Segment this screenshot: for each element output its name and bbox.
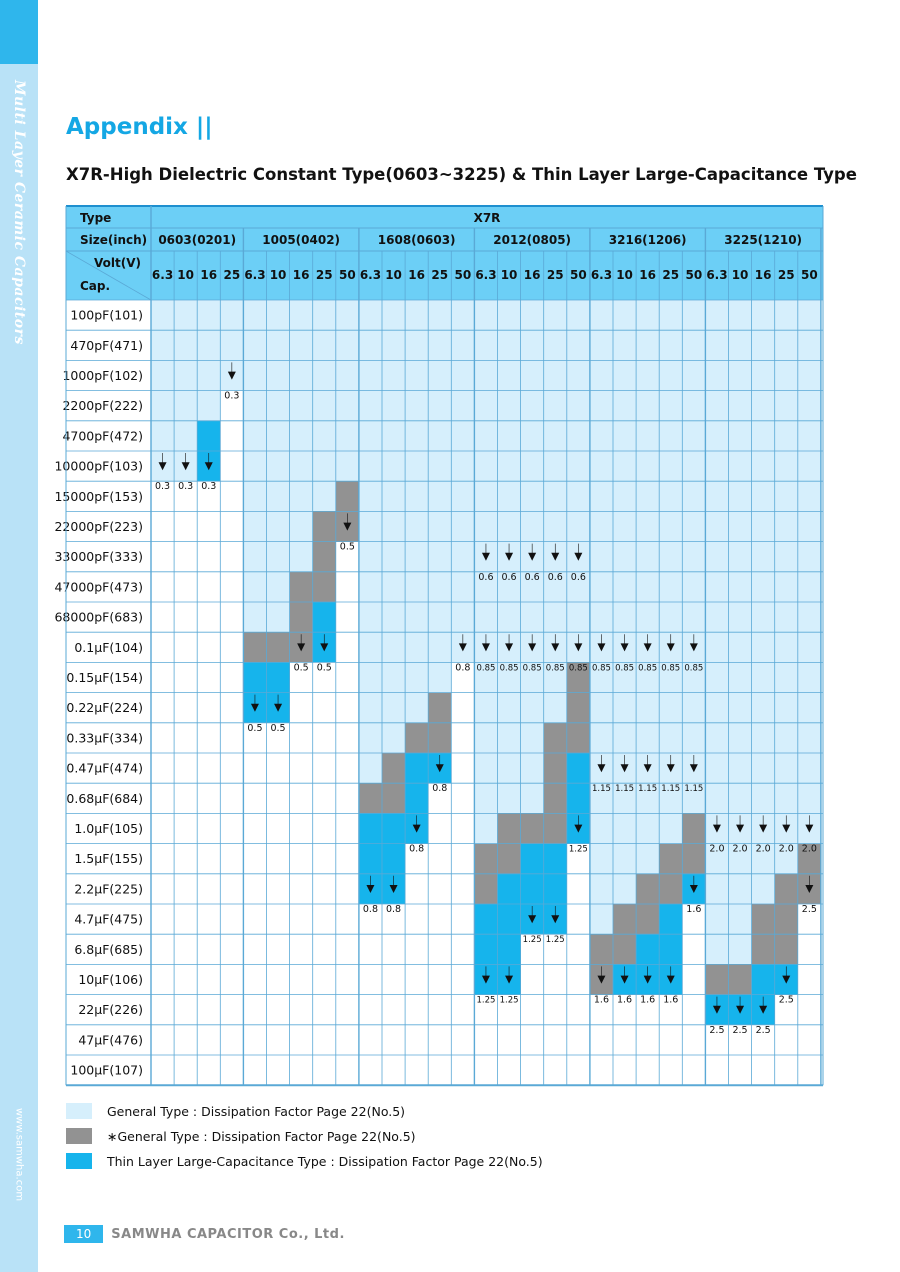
thickness-label: 2.0 bbox=[732, 843, 748, 855]
company-name: SAMWHA CAPACITOR Co., Ltd. bbox=[111, 1226, 345, 1242]
cell-general-asterisk bbox=[405, 723, 428, 753]
thickness-label: 0.8 bbox=[455, 662, 471, 674]
thickness-label: 1.6 bbox=[616, 994, 633, 1006]
legend-thin-layer bbox=[66, 1152, 543, 1170]
capacitance-label: 470pF(471) bbox=[70, 337, 143, 353]
thickness-label: 1.6 bbox=[663, 994, 679, 1006]
voltage-label: 6.3 bbox=[590, 268, 613, 282]
capacitance-label: 0.68μF(684) bbox=[66, 790, 143, 806]
cell-general bbox=[682, 300, 705, 813]
legend-swatch-light bbox=[66, 1103, 92, 1119]
voltage-label: 6.3 bbox=[244, 268, 266, 282]
legend-general-asterisk-text: ∗General Type : Dissipation Factor Page 22(No.5) bbox=[107, 1128, 416, 1144]
thickness-label: 0.8 bbox=[432, 783, 448, 795]
thickness-label: 0.3 bbox=[178, 481, 194, 493]
cell-general-asterisk bbox=[359, 783, 382, 813]
capacitance-label: 68000pF(683) bbox=[54, 609, 143, 625]
thickness-label: 1.25 bbox=[476, 995, 496, 1006]
cell-general bbox=[428, 300, 451, 693]
voltage-label: 50 bbox=[685, 268, 703, 282]
thickness-label: 1.25 bbox=[568, 844, 588, 855]
size-group-label: 1005(0402) bbox=[262, 233, 341, 247]
cell-general-asterisk bbox=[313, 511, 336, 602]
voltage-label: 16 bbox=[408, 268, 426, 282]
capacitance-label: 2200pF(222) bbox=[62, 398, 143, 414]
capacitance-label: 4700pF(472) bbox=[62, 428, 143, 444]
voltage-label: 10 bbox=[616, 268, 633, 282]
voltage-label: 10 bbox=[500, 268, 518, 282]
legend-thin-layer-text: Thin Layer Large-Capacitance Type : Dissipation Factor Page 22(No.5) bbox=[107, 1153, 543, 1169]
thickness-label: 0.5 bbox=[247, 722, 263, 734]
thickness-label: 2.0 bbox=[778, 843, 794, 855]
thickness-label: 0.3 bbox=[201, 481, 217, 493]
page-number: 10 bbox=[64, 1225, 103, 1243]
cell-general bbox=[590, 300, 613, 934]
thickness-label: 0.6 bbox=[570, 571, 586, 583]
capacitance-label: 47000pF(473) bbox=[54, 579, 143, 595]
capacitance-label: 0.15μF(154) bbox=[66, 670, 143, 685]
capacitance-label: 10μF(106) bbox=[78, 972, 143, 987]
legend-general bbox=[66, 1102, 405, 1120]
thickness-label: 0.85 bbox=[476, 663, 496, 674]
capacitance-label: 1000pF(102) bbox=[62, 368, 143, 383]
voltage-label: 25 bbox=[431, 268, 449, 282]
thickness-label: 0.6 bbox=[501, 571, 517, 583]
thickness-label: 0.5 bbox=[293, 662, 309, 674]
thickness-label: 0.85 bbox=[684, 663, 704, 674]
cell-general-asterisk bbox=[729, 964, 752, 994]
thickness-label: 2.5 bbox=[755, 1024, 771, 1036]
capacitance-label: 100pF(101) bbox=[70, 307, 143, 323]
thickness-label: 2.0 bbox=[755, 843, 771, 855]
voltage-label: 10 bbox=[385, 268, 402, 282]
page-subtitle: X7R-High Dielectric Constant Type(0603~3225) & Thin Layer Large-Capacitance Type bbox=[66, 165, 857, 184]
capacitance-label: 1.5μF(155) bbox=[74, 851, 143, 867]
thickness-label: 0.5 bbox=[316, 662, 332, 674]
thickness-label: 2.0 bbox=[801, 843, 817, 855]
capacitance-label: 4.7μF(475) bbox=[74, 911, 143, 927]
size-group-label: 1608(0603) bbox=[377, 233, 456, 247]
thickness-label: 0.6 bbox=[547, 571, 563, 583]
voltage-label: 25 bbox=[662, 268, 680, 282]
thickness-label: 1.15 bbox=[684, 784, 704, 795]
capacitance-label: 33000pF(333) bbox=[54, 549, 143, 565]
legend-swatch-blue bbox=[66, 1153, 92, 1169]
thickness-label: 0.3 bbox=[154, 481, 171, 493]
voltage-label: 50 bbox=[338, 268, 356, 282]
thickness-label: 0.85 bbox=[615, 663, 635, 674]
thickness-label: 2.0 bbox=[709, 843, 725, 855]
thickness-label: 0.85 bbox=[499, 663, 519, 674]
capacitance-label: 0.22μF(224) bbox=[66, 700, 143, 716]
voltage-label: 25 bbox=[777, 268, 795, 282]
size-label: Size(inch) bbox=[80, 233, 148, 247]
size-group-label: 2012(0805) bbox=[493, 233, 572, 247]
capacitance-label: 22μF(226) bbox=[78, 1002, 143, 1018]
thickness-label: 1.15 bbox=[661, 784, 681, 795]
cell-general-asterisk bbox=[705, 964, 728, 994]
thickness-label: 1.15 bbox=[615, 784, 635, 795]
voltage-label: 16 bbox=[200, 268, 218, 282]
voltage-label: 6.3 bbox=[475, 268, 497, 282]
type-value: X7R bbox=[473, 211, 501, 225]
page-title: Appendix || bbox=[66, 114, 213, 140]
voltage-label: 10 bbox=[731, 268, 749, 282]
size-group-label: 0603(0201) bbox=[158, 233, 237, 247]
cap-label: Cap. bbox=[80, 279, 111, 293]
sidebar-url: www.samwha.com bbox=[13, 1108, 25, 1202]
capacitance-label: 47μF(476) bbox=[78, 1032, 143, 1048]
voltage-label: 25 bbox=[223, 268, 241, 282]
voltage-label: 6.3 bbox=[706, 268, 728, 282]
size-group-label: 3225(1210) bbox=[724, 233, 803, 247]
thickness-label: 0.8 bbox=[362, 904, 379, 915]
voltage-label: 50 bbox=[569, 268, 587, 282]
voltage-label: 10 bbox=[269, 268, 287, 282]
thickness-label: 2.5 bbox=[709, 1024, 725, 1036]
cell-general bbox=[290, 300, 313, 572]
thickness-label: 1.6 bbox=[593, 994, 610, 1006]
sidebar-title: Multi Layer Ceramic Capacitors bbox=[11, 80, 27, 345]
voltage-label: 25 bbox=[315, 268, 333, 282]
legend-swatch-gray bbox=[66, 1128, 92, 1144]
thickness-label: 1.25 bbox=[545, 935, 565, 946]
thickness-label: 1.25 bbox=[522, 935, 542, 946]
thickness-label: 0.6 bbox=[524, 571, 540, 583]
cell-general bbox=[775, 300, 798, 874]
cell-general bbox=[267, 300, 290, 632]
thickness-label: 0.85 bbox=[522, 663, 542, 674]
thickness-label: 0.6 bbox=[478, 571, 494, 583]
capacitance-label: 22000pF(223) bbox=[54, 519, 143, 534]
capacitance-label: 0.1μF(104) bbox=[74, 639, 143, 655]
capacitance-label: 2.2μF(225) bbox=[74, 881, 143, 897]
capacitance-label: 6.8μF(685) bbox=[74, 941, 143, 957]
voltage-label: 6.3 bbox=[359, 268, 382, 282]
voltage-label: 50 bbox=[454, 268, 472, 282]
thickness-label: 0.85 bbox=[568, 663, 588, 674]
voltage-label: 16 bbox=[754, 268, 772, 282]
capacitance-label: 10000pF(103) bbox=[54, 458, 143, 474]
thickness-label: 1.6 bbox=[640, 994, 656, 1006]
voltage-label: 16 bbox=[523, 268, 541, 282]
cell-general bbox=[313, 300, 336, 511]
thickness-label: 0.85 bbox=[661, 663, 681, 674]
thickness-label: 0.85 bbox=[638, 663, 658, 674]
volt-label: Volt(V) bbox=[94, 256, 141, 270]
size-group-label: 3216(1206) bbox=[608, 233, 687, 247]
page-footer bbox=[64, 1225, 345, 1243]
thickness-label: 0.8 bbox=[409, 843, 425, 855]
thickness-label: 0.5 bbox=[339, 541, 355, 553]
cell-general bbox=[382, 300, 405, 753]
thickness-label: 0.85 bbox=[545, 663, 565, 674]
cell-general bbox=[243, 300, 266, 632]
thickness-label: 1.15 bbox=[591, 784, 611, 795]
legend-general-text: General Type : Dissipation Factor Page 22(No.5) bbox=[107, 1103, 406, 1119]
cell-general-asterisk bbox=[567, 662, 590, 753]
thickness-label: 0.5 bbox=[270, 722, 286, 734]
thickness-label: 2.5 bbox=[778, 994, 794, 1006]
cell-general-asterisk bbox=[775, 874, 798, 965]
type-label: Type bbox=[80, 211, 112, 225]
thickness-label: 1.25 bbox=[499, 995, 519, 1006]
capacitance-label: 100μF(107) bbox=[70, 1062, 143, 1078]
thickness-label: 1.15 bbox=[638, 784, 658, 795]
voltage-label: 10 bbox=[177, 268, 195, 282]
thickness-label: 0.8 bbox=[385, 904, 402, 915]
thickness-label: 0.3 bbox=[224, 390, 240, 402]
thickness-label: 2.5 bbox=[801, 904, 817, 915]
voltage-label: 25 bbox=[546, 268, 564, 282]
voltage-label: 50 bbox=[800, 268, 818, 282]
capacitance-label: 0.33μF(334) bbox=[66, 730, 143, 746]
cell-general-asterisk bbox=[267, 632, 290, 662]
voltage-label: 16 bbox=[292, 268, 310, 282]
capacitance-label: 0.47μF(474) bbox=[66, 760, 143, 776]
thickness-label: 1.6 bbox=[686, 904, 702, 915]
capacitance-label: 1.0μF(105) bbox=[74, 821, 143, 836]
thickness-label: 2.5 bbox=[732, 1024, 748, 1036]
capacitance-label: 15000pF(153) bbox=[54, 488, 143, 504]
table-header-band bbox=[66, 206, 823, 300]
voltage-label: 6.3 bbox=[151, 268, 174, 282]
cell-general-asterisk bbox=[243, 632, 266, 662]
voltage-label: 16 bbox=[639, 268, 657, 282]
thickness-label: 0.85 bbox=[591, 663, 611, 674]
legend-general-asterisk bbox=[66, 1127, 416, 1145]
